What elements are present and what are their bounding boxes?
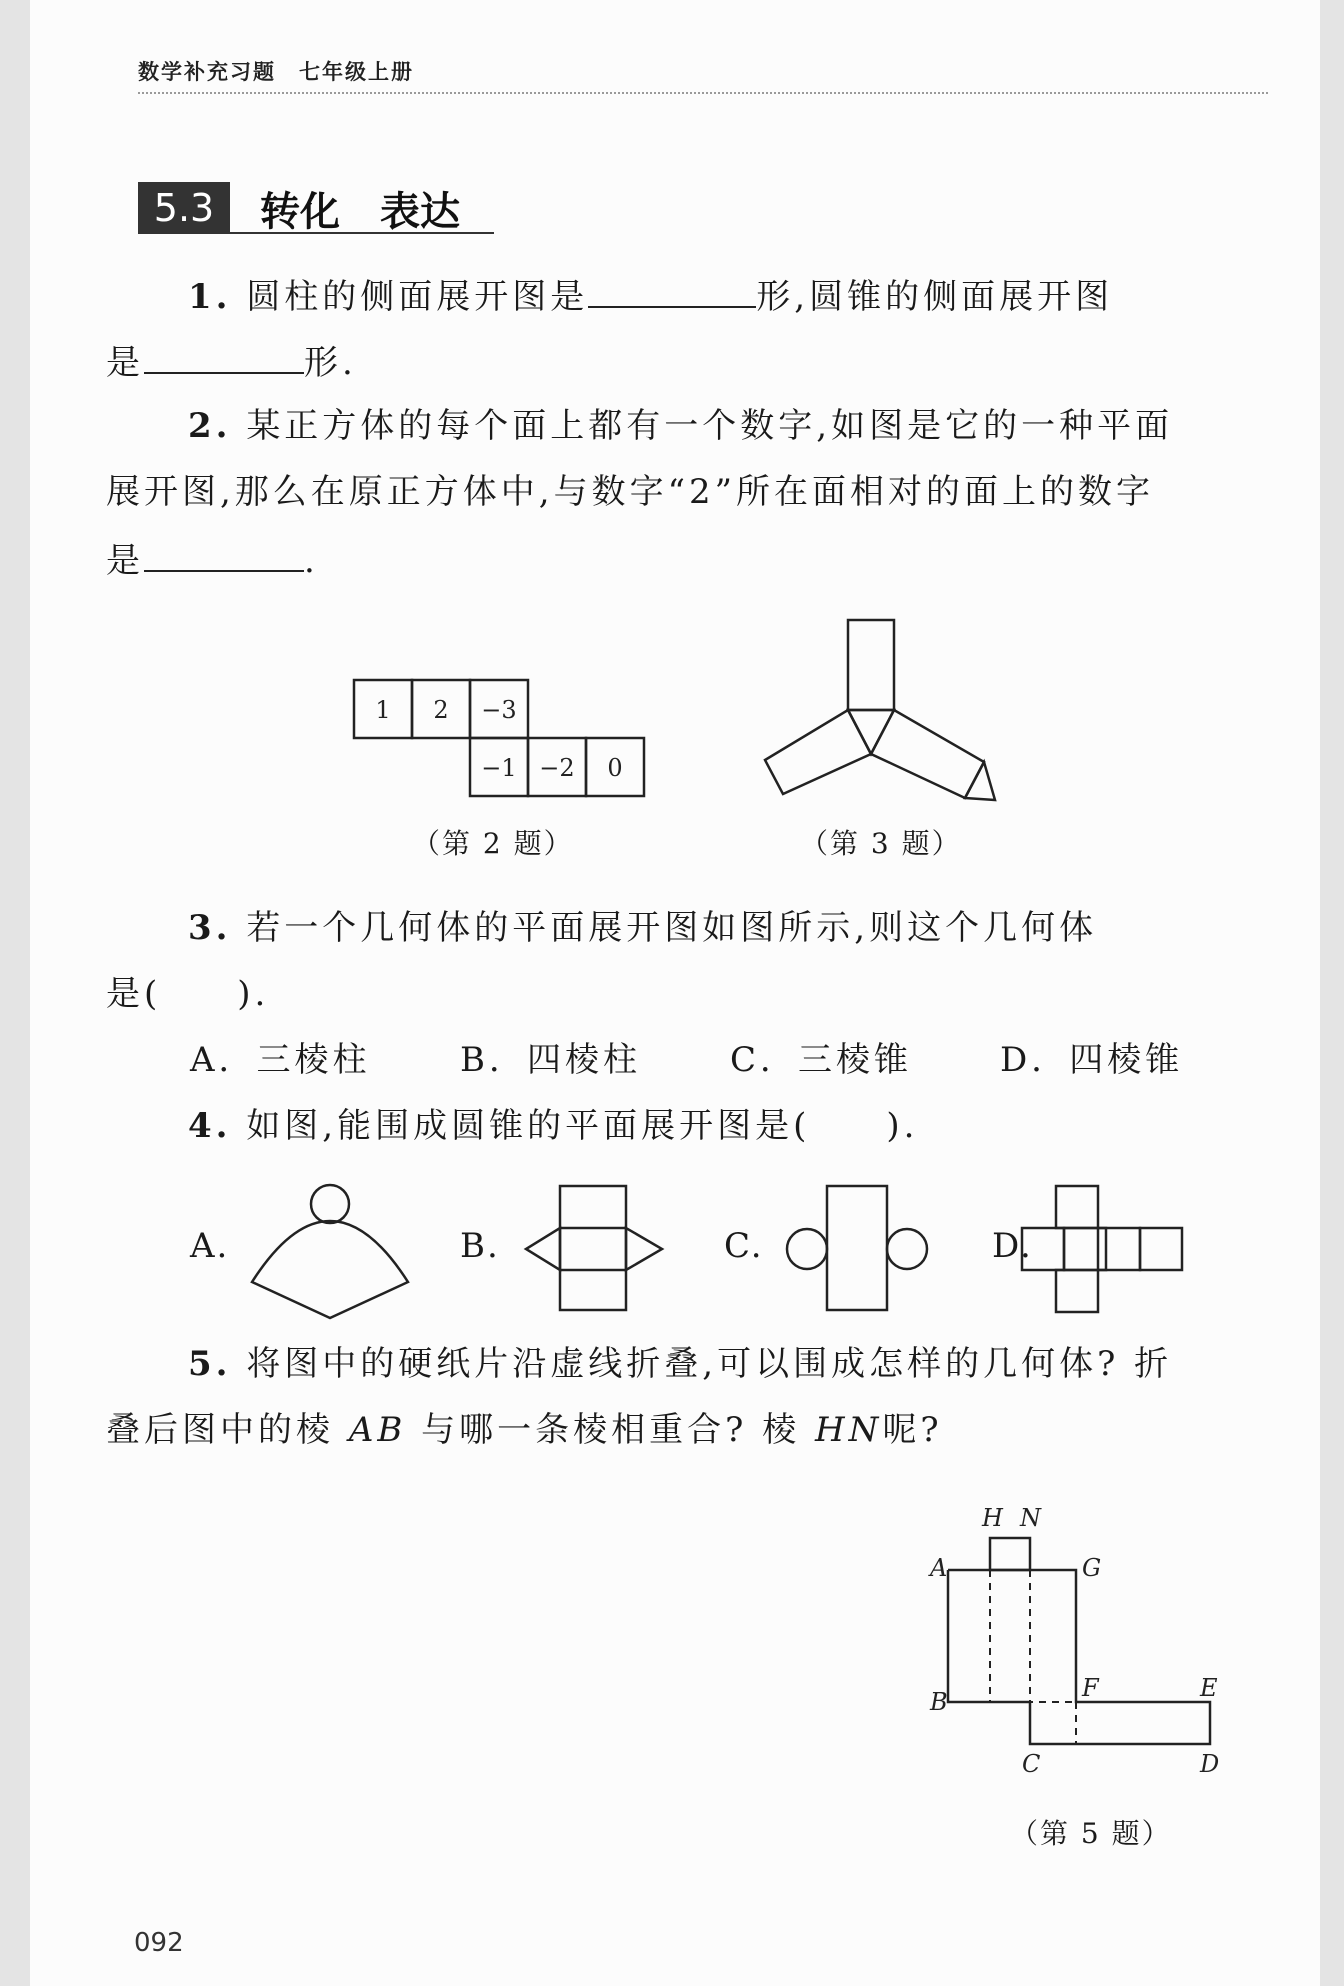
net-number: −3 bbox=[481, 696, 517, 724]
q1-text-1: 圆柱的侧面展开图是 bbox=[246, 277, 589, 317]
point-label: F bbox=[1082, 1674, 1099, 1702]
point-label: A bbox=[930, 1554, 948, 1582]
q2-text-end: . bbox=[304, 541, 319, 581]
q5-edge-hn: HN bbox=[815, 1410, 883, 1450]
q1-number: 1. bbox=[188, 277, 232, 317]
point-label: G bbox=[1082, 1554, 1102, 1582]
point-label: E bbox=[1200, 1674, 1218, 1702]
section-number: 5.3 bbox=[138, 182, 230, 234]
q3-text-1: 若一个几何体的平面展开图如图所示,则这个几何体 bbox=[246, 908, 1098, 948]
q1-text-2: 形,圆锥的侧面展开图 bbox=[756, 277, 1114, 317]
q3-option-a[interactable]: A．三棱柱 bbox=[190, 1040, 371, 1080]
q2-number: 2. bbox=[188, 406, 232, 446]
q3-options bbox=[190, 1040, 1183, 1080]
q4-number: 4. bbox=[188, 1106, 232, 1146]
point-label: C bbox=[1022, 1750, 1041, 1778]
q3-caption: （第 3 题） bbox=[800, 827, 962, 860]
q2-caption: （第 2 题） bbox=[412, 827, 574, 860]
section-title: 转化 表达 bbox=[260, 188, 460, 235]
q5-net-figure bbox=[948, 1538, 1210, 1744]
point-label: B bbox=[930, 1688, 948, 1716]
q5-text-2d: 呢? bbox=[882, 1410, 943, 1450]
point-label: N bbox=[1020, 1504, 1041, 1532]
q5-caption: （第 5 题） bbox=[1010, 1817, 1172, 1850]
q1-text-3: 是 bbox=[106, 343, 144, 383]
q3-number: 3. bbox=[188, 908, 232, 948]
q5-number: 5. bbox=[188, 1344, 232, 1384]
q4-text-1: 如图,能围成圆锥的平面展开图是( ). bbox=[246, 1106, 919, 1146]
net-number: −2 bbox=[539, 754, 575, 782]
q4-option-c-label[interactable]: C. bbox=[724, 1226, 764, 1266]
q5-line2 bbox=[106, 1410, 943, 1450]
point-label: D bbox=[1200, 1750, 1220, 1778]
q5-line1 bbox=[188, 1344, 1172, 1384]
net-number: −1 bbox=[481, 754, 517, 782]
q5-edge-ab: AB bbox=[348, 1410, 407, 1450]
net-number: 2 bbox=[433, 696, 449, 724]
q2-text-3: 是 bbox=[106, 541, 144, 581]
q4-figures bbox=[252, 1185, 1182, 1318]
page-number: 092 bbox=[134, 1928, 184, 1958]
q3-net-figure bbox=[765, 620, 995, 800]
q4-option-b-label[interactable]: B. bbox=[460, 1226, 500, 1266]
q5-text-2c: 棱 bbox=[762, 1410, 801, 1450]
net-number: 0 bbox=[607, 754, 623, 782]
q4-option-a-label[interactable]: A. bbox=[190, 1226, 230, 1266]
net-number: 1 bbox=[375, 696, 391, 724]
q5-text-1a: 将图中的硬纸片沿虚线折叠,可以围成怎样的几何体? bbox=[246, 1344, 1120, 1384]
q3-option-b[interactable]: B．四棱柱 bbox=[460, 1040, 641, 1080]
q3-line2 bbox=[106, 974, 269, 1014]
running-header: 数学补充习题 七年级上册 bbox=[138, 60, 414, 84]
q5-text-2b: 与哪一条棱相重合? bbox=[421, 1410, 748, 1450]
q4-option-d-label[interactable]: D. bbox=[992, 1226, 1033, 1266]
q3-line1 bbox=[188, 908, 1097, 948]
q5-text-1b: 折 bbox=[1134, 1344, 1173, 1384]
q2-text-2: 展开图,那么在原正方体中,与数字“2”所在面相对的面上的数字 bbox=[106, 472, 1155, 512]
point-label: H bbox=[982, 1504, 1003, 1532]
q5-text-2a: 叠后图中的棱 bbox=[106, 1410, 334, 1450]
q3-option-d[interactable]: D．四棱锥 bbox=[1000, 1040, 1184, 1080]
q2-text-1: 某正方体的每个面上都有一个数字,如图是它的一种平面 bbox=[246, 406, 1174, 446]
q1-text-4: 形. bbox=[304, 343, 357, 383]
q4-line1 bbox=[188, 1106, 918, 1146]
page bbox=[30, 0, 1320, 1986]
q3-option-c[interactable]: C．三棱锥 bbox=[730, 1040, 913, 1080]
q3-text-2: 是( ). bbox=[106, 974, 270, 1014]
